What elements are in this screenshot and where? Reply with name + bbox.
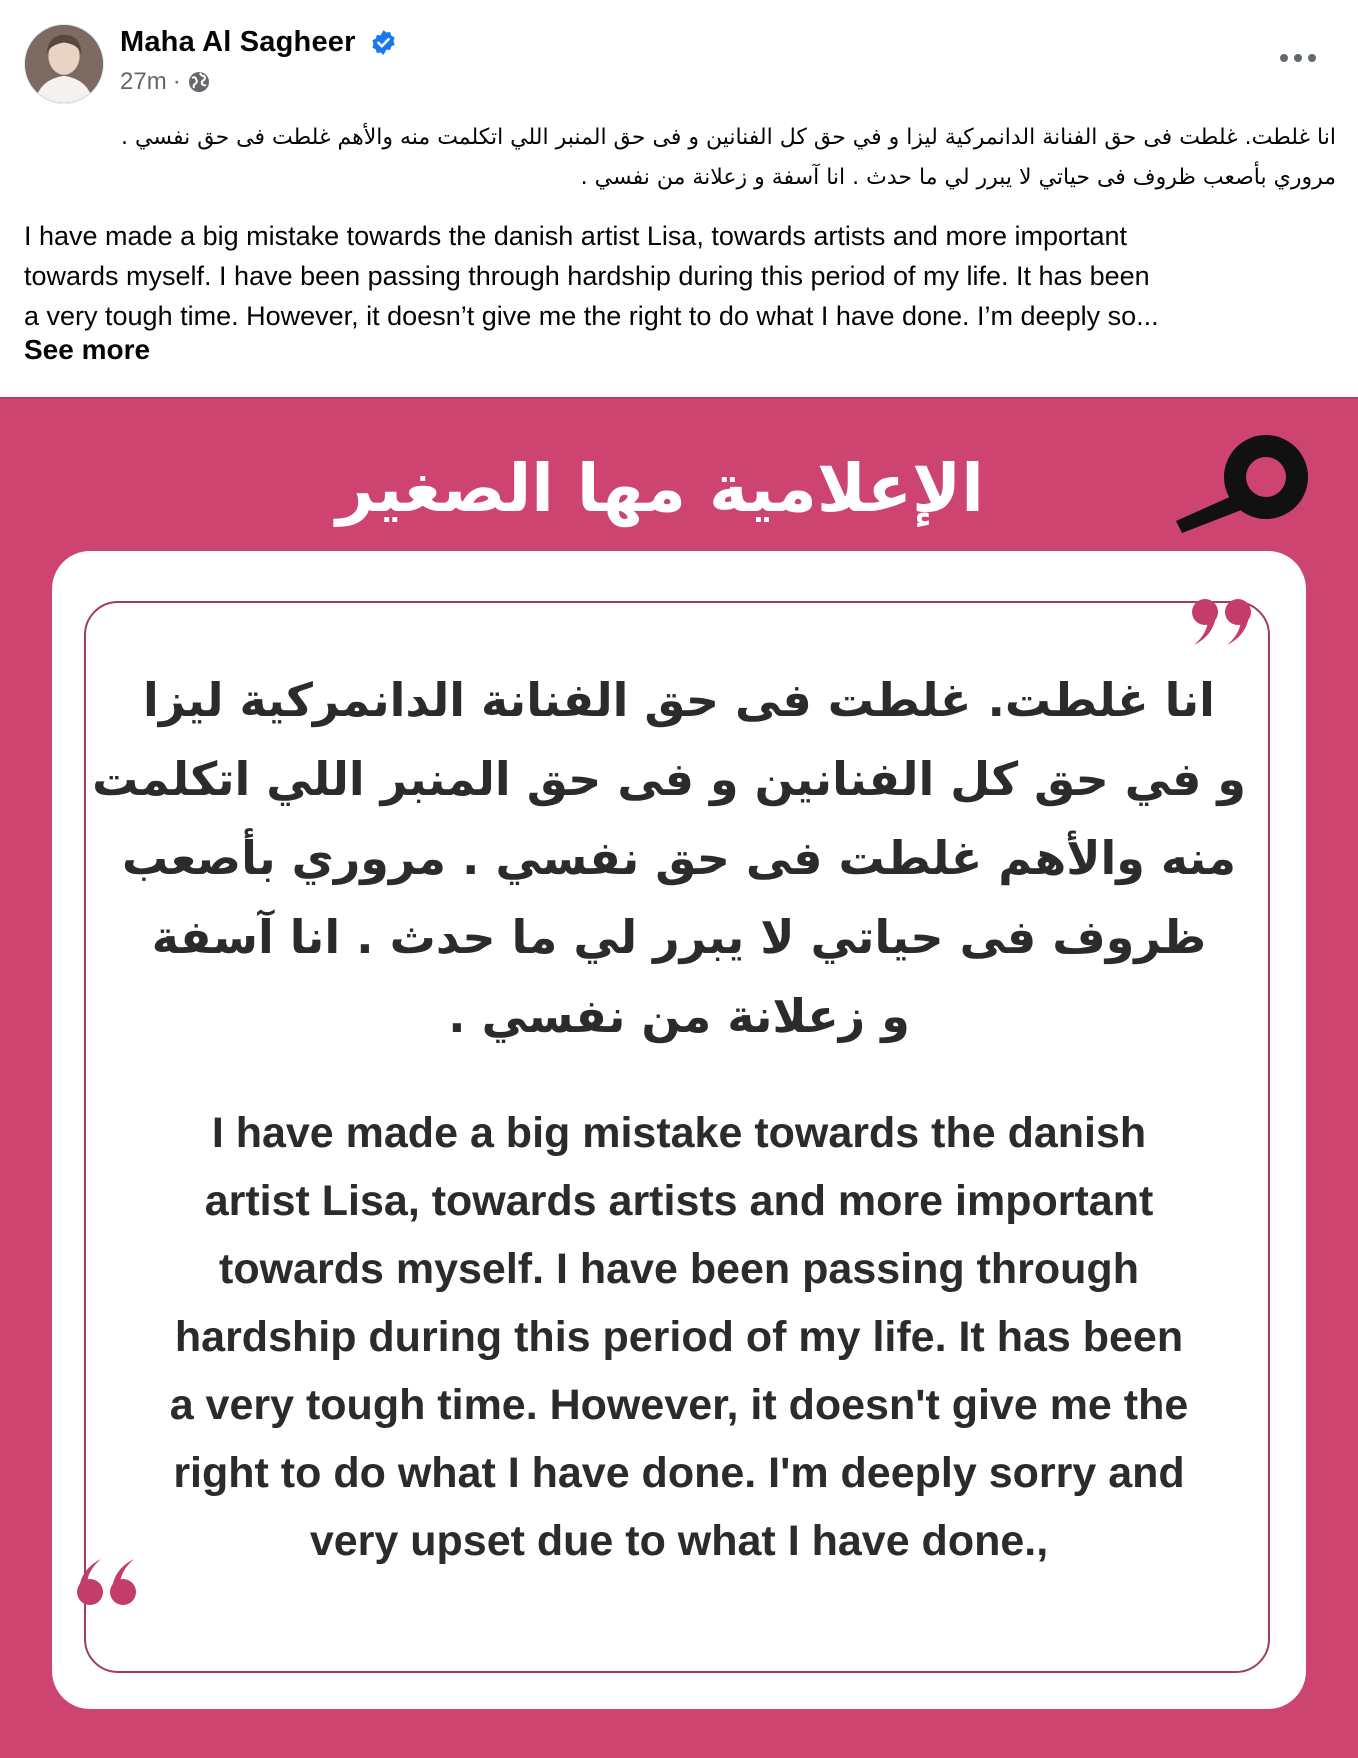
caption-english-line: towards myself. I have been passing through hardship during this period of my life. It has been [24, 261, 1150, 291]
meta-separator: · [172, 68, 181, 95]
caption-english-line: a very tough time. However, it doesn’t give me the right to do what I have done. I’m deeply so... [24, 301, 1159, 331]
card-english-line: towards myself. I have been passing through [219, 1245, 1139, 1293]
more-dot [1308, 54, 1316, 62]
post-caption-arabic [24, 118, 1336, 198]
card-arabic-text [92, 661, 1246, 1056]
card-arabic-line: و في حق كل الفنانين و فى حق المنبر اللي اتكلمت [92, 752, 1246, 806]
image-title: الإعلامية مها الصغير [336, 450, 984, 527]
card-english-line: artist Lisa, towards artists and more important [204, 1177, 1154, 1225]
caption-english-line: I have made a big mistake towards the danish artist Lisa, towards artists and more important [24, 221, 1128, 251]
card-english-line: a very tough time. However, it doesn't give me the [169, 1381, 1189, 1429]
post-image[interactable] [0, 397, 1358, 1758]
post-time[interactable]: 27m [120, 68, 167, 95]
card-arabic-line: انا غلطت. غلطت فى حق الفنانة الدانمركية ليزا [143, 673, 1215, 727]
avatar-photo [25, 25, 103, 103]
more-options-icon[interactable] [1280, 48, 1316, 68]
avatar[interactable] [24, 24, 104, 104]
post-caption-english [24, 216, 1336, 336]
card-english-line: I have made a big mistake towards the danish [211, 1109, 1147, 1157]
see-more-link[interactable]: See more [24, 334, 151, 365]
more-dot [1294, 54, 1302, 62]
card-english-line: right to do what I have done. I'm deeply sorry and [173, 1449, 1185, 1497]
card-arabic-line: و زعلانة من نفسي . [448, 989, 910, 1043]
post-header [0, 0, 1358, 110]
caption-arabic-line: انا غلطت. غلطت فى حق الفنانة الدانمركية ليزا و في حق كل الفنانين و فى حق المنبر اللي اتكلمت منه والأهم غلطت فى حق نفسي . [121, 125, 1336, 150]
verified-badge-icon [370, 29, 397, 56]
card-arabic-line: منه والأهم غلطت فى حق نفسي . مروري بأصعب [121, 831, 1237, 885]
post-meta [120, 68, 211, 96]
card-arabic-line: ظروف فى حياتي لا يبرر لي ما حدث . انا آسفة [151, 910, 1207, 964]
brand-logo-icon [1172, 425, 1332, 535]
card-english-line: very upset due to what I have done., [309, 1517, 1049, 1565]
card-english-text [108, 1099, 1250, 1575]
quote-close-icon [1190, 595, 1256, 647]
quote-card [52, 551, 1306, 1709]
author-name[interactable]: Maha Al Sagheer [120, 26, 356, 58]
caption-arabic-line: مروري بأصعب ظروف فى حياتي لا يبرر لي ما حدث . انا آسفة و زعلانة من نفسي . [580, 165, 1336, 190]
globe-icon[interactable] [187, 70, 211, 94]
card-english-line: hardship during this period of my life. It has been [174, 1313, 1184, 1361]
more-dot [1280, 54, 1288, 62]
